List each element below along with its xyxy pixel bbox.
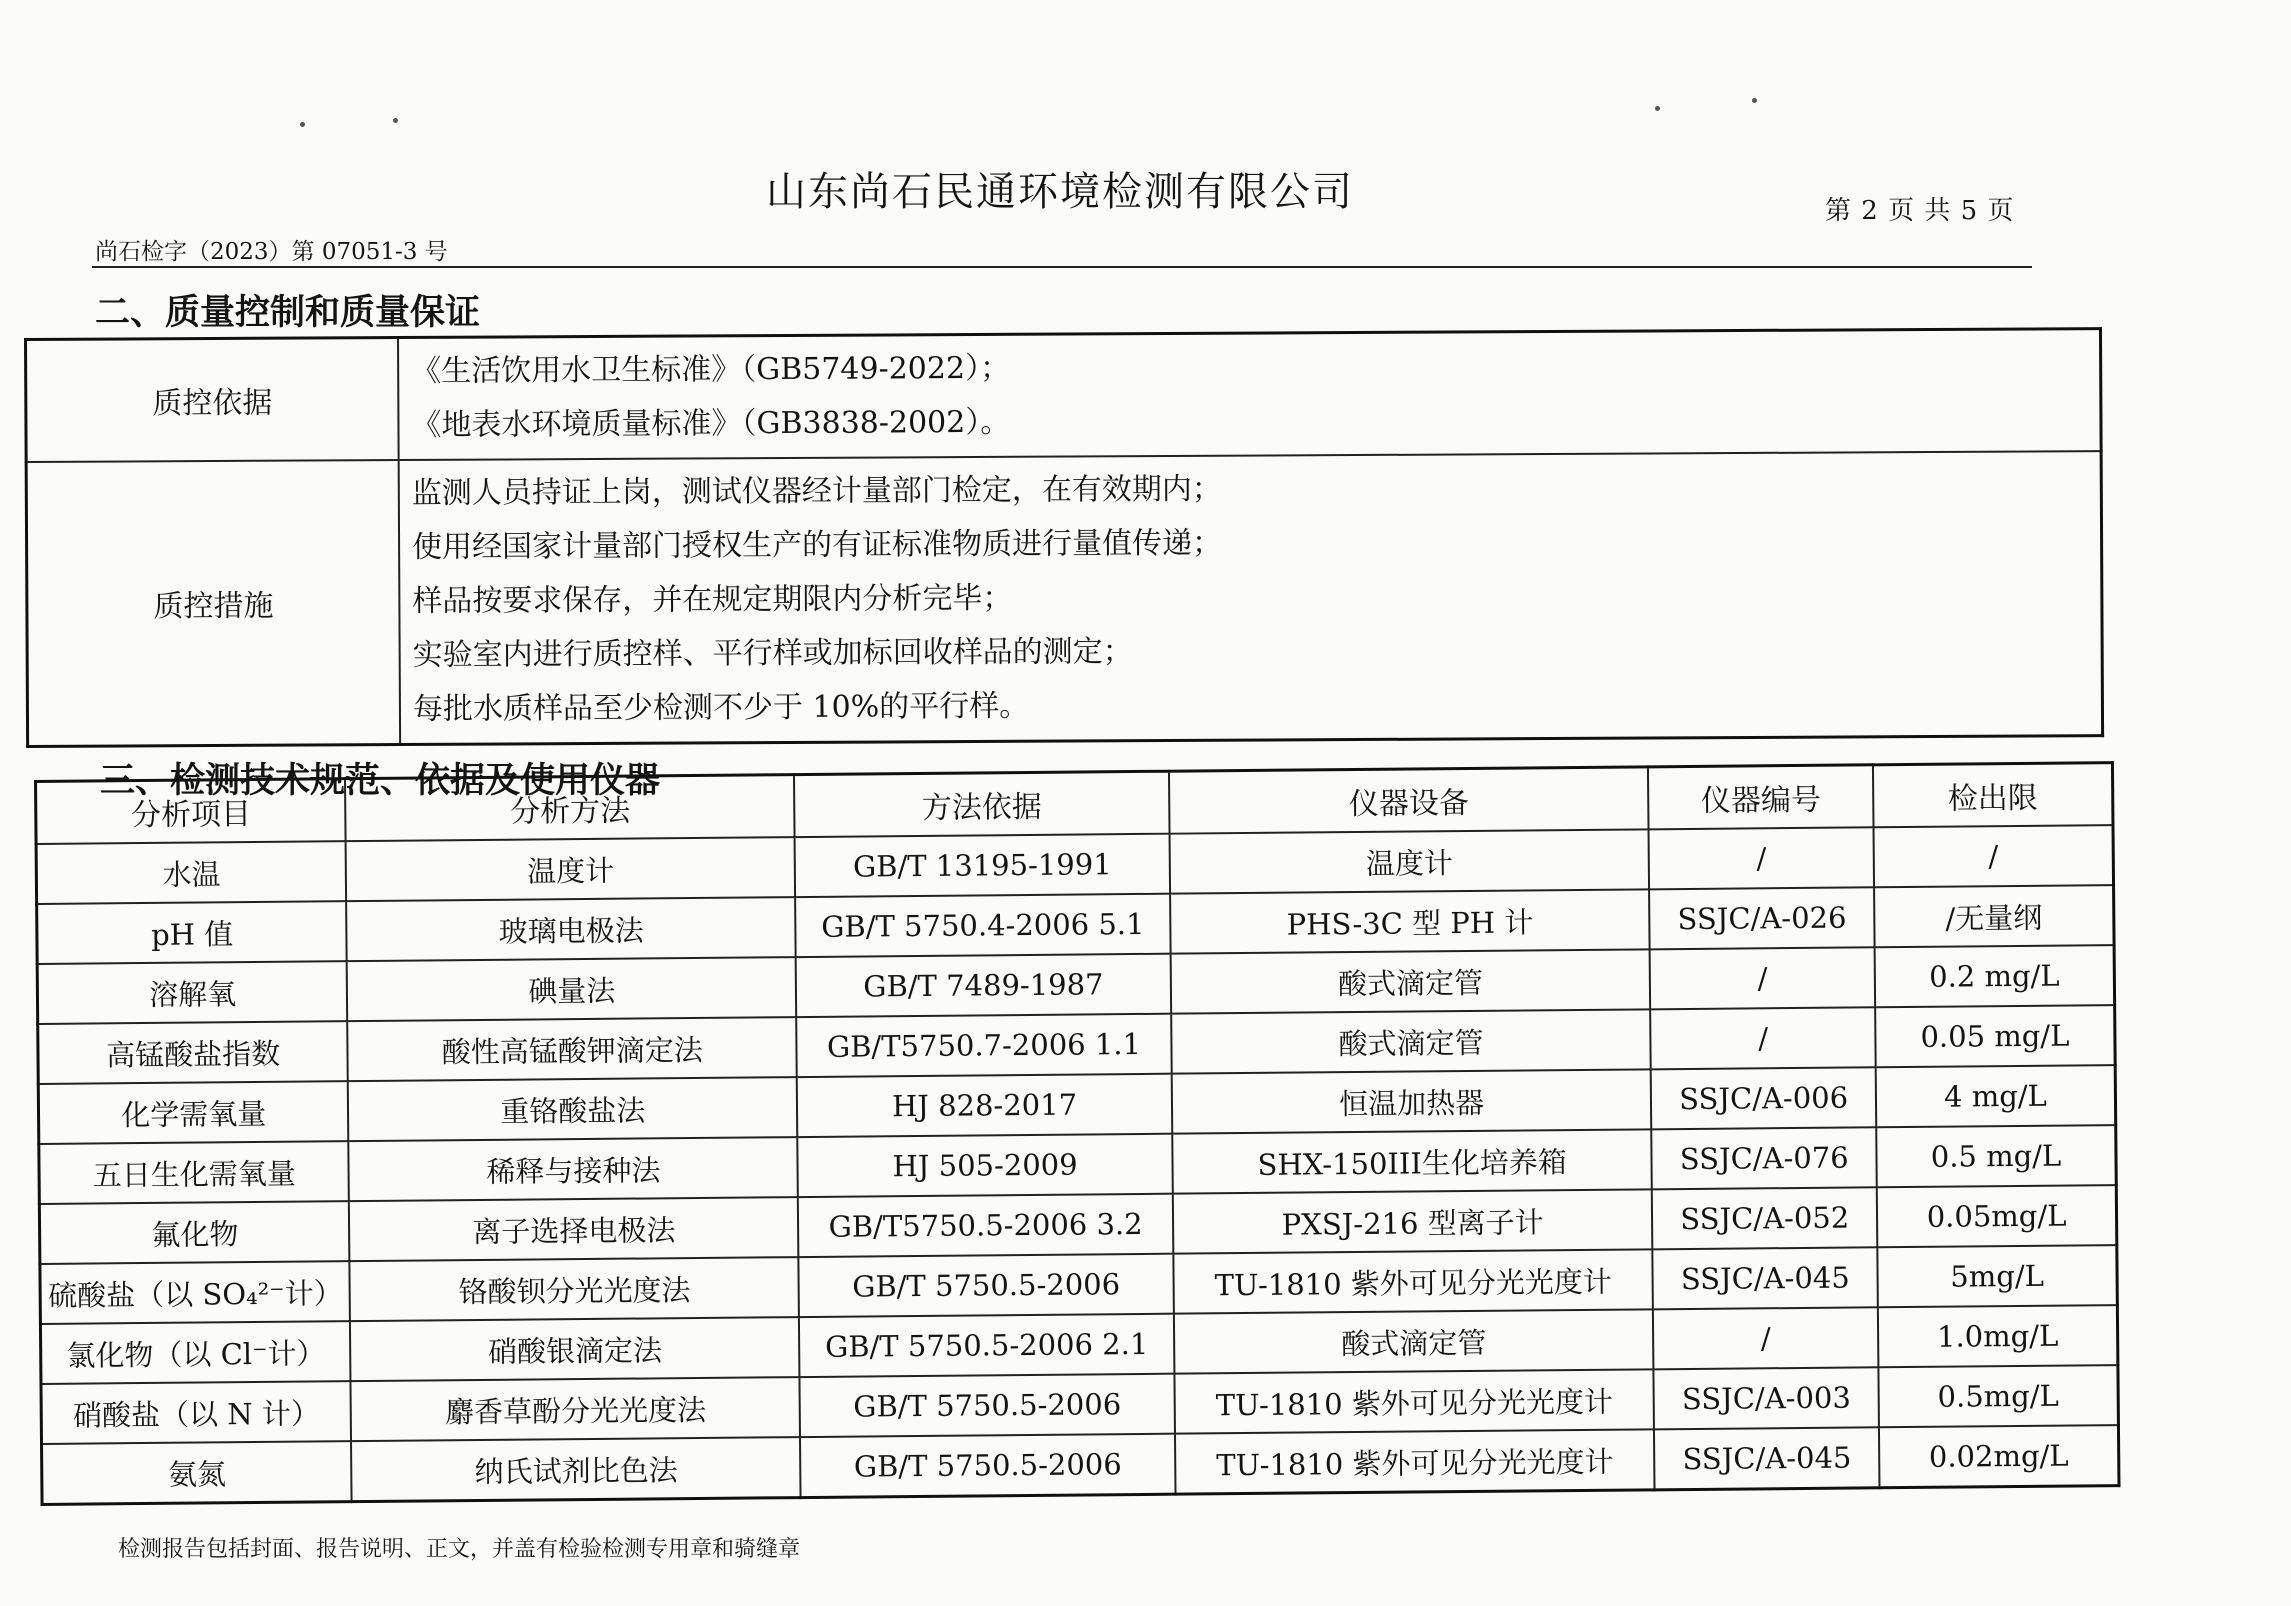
qc-measures-line: 监测人员持证上岗，测试仪器经计量部门检定，在有效期内； — [411, 471, 1222, 511]
column-header: 仪器编号 — [1648, 765, 1873, 830]
instrument-id-cell: / — [1653, 1307, 1878, 1369]
instrument-cell: 恒温加热器 — [1172, 1069, 1652, 1133]
qc-measures-line: 使用经国家计量部门授权生产的有证标准物质进行量值传递； — [412, 525, 1223, 565]
instrument-table — [34, 761, 2121, 1506]
instrument-id-cell: SSJC/A-076 — [1652, 1127, 1877, 1189]
instrument-cell: 酸式滴定管 — [1171, 949, 1651, 1013]
instrument-cell: TU-1810 紫外可见分光光度计 — [1174, 1369, 1654, 1433]
instrument-id-cell: / — [1650, 947, 1875, 1009]
analysis-method-cell: 稀释与接种法 — [349, 1137, 798, 1201]
column-header: 仪器设备 — [1169, 767, 1649, 834]
detection-limit-cell: 1.0mg/L — [1878, 1305, 2118, 1367]
table-row — [26, 451, 2102, 746]
analysis-item-cell: pH 值 — [37, 901, 347, 964]
analysis-method-cell: 铬酸钡分光光度法 — [350, 1257, 799, 1321]
instrument-id-cell: SSJC/A-026 — [1649, 887, 1874, 949]
method-basis-cell: GB/T 5750.5-2006 — [800, 1374, 1175, 1437]
analysis-method-cell: 硝酸银滴定法 — [350, 1317, 799, 1381]
instrument-cell: 酸式滴定管 — [1171, 1009, 1651, 1073]
scan-speck — [393, 118, 398, 123]
analysis-item-cell: 氨氮 — [42, 1441, 352, 1504]
analysis-method-cell: 离子选择电极法 — [349, 1197, 798, 1261]
scan-speck — [1752, 98, 1757, 103]
qc-basis-label: 质控依据 — [26, 338, 399, 462]
method-basis-cell: GB/T 5750.5-2006 2.1 — [799, 1314, 1174, 1377]
analysis-item-cell: 溶解氧 — [37, 961, 347, 1024]
header-divider — [92, 266, 2032, 268]
scan-speck — [1655, 106, 1660, 111]
column-header: 分析项目 — [36, 779, 347, 844]
detection-limit-cell: /无量纲 — [1874, 885, 2114, 947]
instrument-cell: PXSJ-216 型离子计 — [1173, 1189, 1653, 1253]
analysis-item-cell: 硝酸盐（以 N 计） — [41, 1381, 351, 1444]
qc-basis-line: 《生活饮用水卫生标准》（GB5749-2022）； — [411, 350, 1011, 389]
analysis-method-cell: 玻璃电极法 — [347, 897, 796, 961]
instrument-id-cell: / — [1649, 827, 1874, 889]
detection-limit-cell: 5mg/L — [1877, 1245, 2117, 1307]
instrument-cell: SHX-150III生化培养箱 — [1172, 1129, 1652, 1193]
qc-measures-line: 每批水质样品至少检测不少于 10%的平行样。 — [412, 688, 1030, 727]
report-number: 尚石检字（2023）第 07051-3 号 — [95, 239, 448, 265]
instrument-id-cell: SSJC/A-045 — [1653, 1247, 1878, 1309]
quality-control-table — [24, 327, 2104, 748]
detection-limit-cell: 0.5mg/L — [1878, 1365, 2118, 1427]
instrument-id-cell: SSJC/A-006 — [1651, 1067, 1876, 1129]
method-basis-cell: GB/T 5750.5-2006 — [799, 1254, 1174, 1317]
analysis-method-cell: 碘量法 — [347, 957, 796, 1021]
method-basis-cell: HJ 505-2009 — [797, 1134, 1172, 1197]
detection-limit-cell: / — [1874, 825, 2114, 887]
qc-basis-line: 《地表水环境质量标准》（GB3838-2002）。 — [411, 404, 1011, 443]
method-basis-cell: GB/T 7489-1987 — [796, 954, 1171, 1017]
method-basis-cell: GB/T 5750.5-2006 — [800, 1434, 1175, 1498]
instrument-cell: 酸式滴定管 — [1174, 1309, 1654, 1373]
analysis-item-cell: 高锰酸盐指数 — [38, 1021, 348, 1084]
qc-basis-content — [398, 329, 2101, 460]
company-name: 山东尚石民通环境检测有限公司 — [766, 169, 1354, 215]
table-row — [26, 329, 2102, 462]
analysis-item-cell: 化学需氧量 — [38, 1081, 348, 1144]
analysis-method-cell: 温度计 — [346, 837, 795, 901]
instrument-id-cell: SSJC/A-052 — [1652, 1187, 1877, 1249]
section3-title: 三、检测技术规范、依据及使用仪器 — [100, 761, 661, 801]
analysis-method-cell: 麝香草酚分光光度法 — [351, 1377, 800, 1441]
detection-limit-cell: 0.5 mg/L — [1876, 1125, 2116, 1187]
detection-limit-cell: 0.02mg/L — [1879, 1425, 2119, 1488]
method-basis-cell: GB/T 5750.4-2006 5.1 — [795, 894, 1170, 957]
column-header: 检出限 — [1873, 763, 2113, 828]
instrument-cell: 温度计 — [1169, 829, 1649, 893]
method-basis-cell: GB/T5750.7-2006 1.1 — [796, 1014, 1171, 1077]
instrument-id-cell: SSJC/A-003 — [1654, 1367, 1879, 1429]
detection-limit-cell: 0.05 mg/L — [1875, 1005, 2115, 1067]
analysis-item-cell: 水温 — [36, 841, 346, 904]
analysis-method-cell: 重铬酸盐法 — [348, 1077, 797, 1141]
instrument-cell: PHS-3C 型 PH 计 — [1170, 889, 1650, 953]
column-header: 方法依据 — [794, 771, 1169, 837]
analysis-method-cell: 纳氏试剂比色法 — [351, 1437, 800, 1502]
instrument-cell: TU-1810 紫外可见分光光度计 — [1175, 1429, 1655, 1494]
qc-measures-content — [399, 451, 2103, 744]
column-header: 分析方法 — [345, 775, 794, 842]
analysis-item-cell: 氯化物（以 Cl⁻计） — [40, 1321, 350, 1384]
section2-title: 二、质量控制和质量保证 — [95, 293, 481, 333]
analysis-item-cell: 硫酸盐（以 SO₄²⁻计） — [40, 1261, 350, 1324]
detection-limit-cell: 0.2 mg/L — [1875, 945, 2115, 1007]
analysis-method-cell: 酸性高锰酸钾滴定法 — [348, 1017, 797, 1081]
page-number: 第 2 页 共 5 页 — [1825, 196, 2015, 226]
scan-speck — [300, 122, 305, 127]
instrument-id-cell: SSJC/A-045 — [1654, 1427, 1879, 1490]
detection-limit-cell: 4 mg/L — [1876, 1065, 2116, 1127]
method-basis-cell: GB/T5750.5-2006 3.2 — [798, 1194, 1173, 1257]
footer-note: 检测报告包括封面、报告说明、正文，并盖有检验检测专用章和骑缝章 — [118, 1537, 801, 1562]
analysis-item-cell: 五日生化需氧量 — [39, 1141, 349, 1204]
method-basis-cell: HJ 828-2017 — [797, 1074, 1172, 1137]
instrument-id-cell: / — [1651, 1007, 1876, 1069]
qc-measures-line: 实验室内进行质控样、平行样或加标回收样品的测定； — [412, 634, 1133, 673]
instrument-cell: TU-1810 紫外可见分光光度计 — [1173, 1249, 1653, 1313]
analysis-item-cell: 氟化物 — [39, 1201, 349, 1264]
qc-measures-label: 质控措施 — [26, 460, 400, 746]
instrument-table-body — [36, 825, 2119, 1504]
detection-limit-cell: 0.05mg/L — [1877, 1185, 2117, 1247]
method-basis-cell: GB/T 13195-1991 — [795, 834, 1170, 897]
qc-measures-line: 样品按要求保存，并在规定期限内分析完毕； — [412, 580, 1013, 619]
